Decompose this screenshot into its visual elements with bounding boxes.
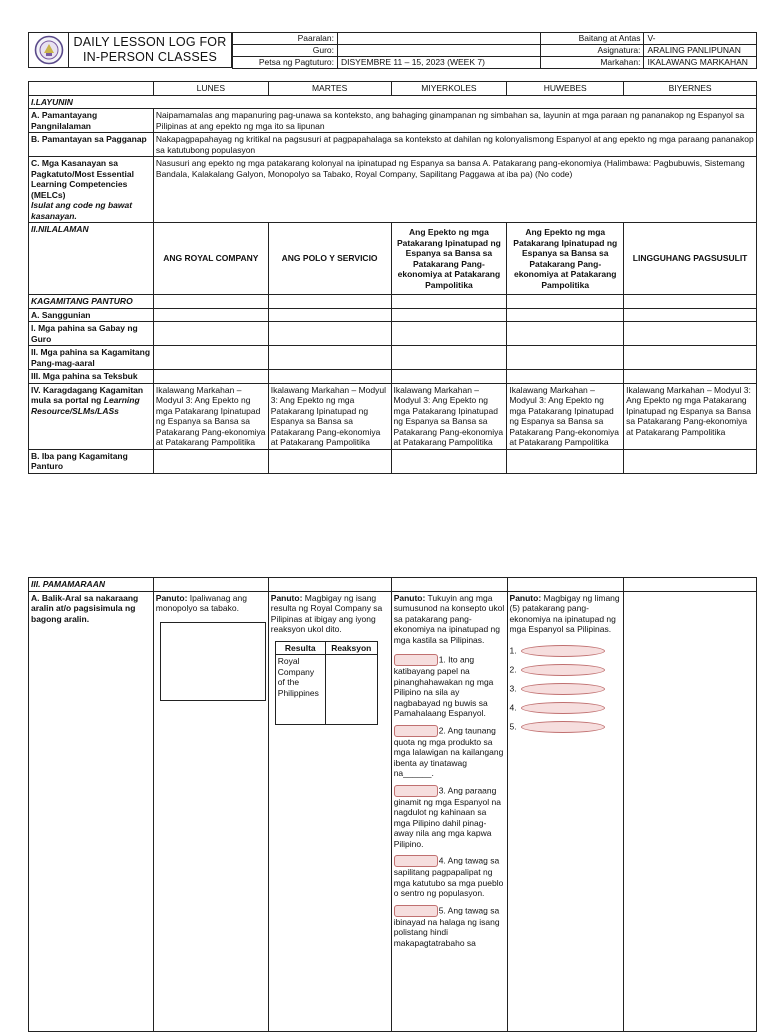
- question-item: [394, 654, 505, 719]
- petsa-label: Petsa ng Pagtuturo:: [233, 57, 338, 69]
- deped-seal-logo: [28, 32, 68, 68]
- item-number: 5.: [509, 720, 517, 731]
- modyul-cell: Ikalawang Markahan – Modyul 3: Ang Epekto ng mga Patakarang Ipinatupad ng Espanya sa Bansa sa Patakarang Pang-ekonomiya at Patakarang Pampolitika: [624, 383, 757, 449]
- row-label: B. Iba pang Kagamitang Panturo: [29, 449, 154, 473]
- panuto-label: Panuto:: [155, 592, 188, 603]
- empty-cell: [153, 370, 268, 384]
- empty-cell: [391, 449, 507, 473]
- nilalaman-row: [29, 223, 757, 295]
- sanggunian-row: [29, 308, 757, 322]
- question-text: 4. Ang tawag sa sapilitang pagpapalipat ng mga katutubo sa mga pueblo o sentro ng populasyon.: [393, 855, 504, 898]
- kagamitan-mag-aaral-row: [29, 346, 757, 370]
- answer-oval[interactable]: [521, 645, 605, 657]
- section-heading: I.LAYUNIN: [29, 95, 757, 109]
- karagdagang-kagamitan-row: [29, 383, 757, 449]
- day-header: MIYERKOLES: [391, 82, 507, 96]
- lesson-log-header: [28, 32, 757, 68]
- panuto-text: Ipaliwanag ang monopolyo sa tabako.: [155, 592, 247, 613]
- answer-blank[interactable]: [394, 785, 438, 797]
- section-heading: KAGAMITANG PANTURO: [29, 295, 154, 309]
- document-title: [68, 32, 232, 68]
- biyernes-activity-cell: [624, 591, 757, 1031]
- empty-cell: [153, 308, 268, 322]
- empty-cell: [391, 322, 507, 346]
- empty-cell: [507, 295, 624, 309]
- row-label: [29, 383, 154, 449]
- balik-aral-row: [29, 591, 757, 1031]
- empty-cell: [624, 295, 757, 309]
- lunes-activity-cell: [153, 591, 268, 1031]
- empty-cell: [391, 295, 507, 309]
- markahan-value: IKALAWANG MARKAHAN: [644, 57, 757, 69]
- empty-cell: [507, 578, 624, 592]
- paaralan-label: Paaralan:: [233, 33, 338, 45]
- miyerkoles-activity-cell: [391, 591, 507, 1031]
- row-label: III. Mga pahina sa Teksbuk: [29, 370, 154, 384]
- modyul-cell: Ikalawang Markahan – Modyul 3: Ang Epekto ng mga Patakarang Ipinatupad ng Espanya sa Bansa sa Patakarang Pang-ekonomiya at Patakarang Pampolitika: [153, 383, 268, 449]
- baitang-label: Baitang at Antas: [541, 33, 644, 45]
- day-header: LUNES: [153, 82, 268, 96]
- empty-cell: [624, 346, 757, 370]
- answer-item: [510, 702, 622, 714]
- pamamaraan-table: [28, 577, 757, 1032]
- row-label: [29, 157, 154, 223]
- guro-value: [338, 45, 541, 57]
- answer-blank[interactable]: [394, 905, 438, 917]
- melc-row: [29, 157, 757, 223]
- karagdagang-label: IV. Karagdagang Kagamitan mula sa portal ng: [31, 384, 144, 405]
- empty-cell: [624, 449, 757, 473]
- empty-cell: [624, 308, 757, 322]
- question-text: 3. Ang paraang ginamit ng mga Espanyol na nagdulot ng kahinaan sa mga Pilipino dahil pinag-away nila ang mga kapwa Pilipino.: [393, 784, 501, 849]
- modyul-cell: Ikalawang Markahan – Modyul 3: Ang Epekto ng mga Patakarang Ipinatupad ng Espanya sa Bansa sa Patakarang Pang-ekonomiya at Patakarang Pampolitika: [507, 383, 624, 449]
- panuto-label: Panuto:: [270, 592, 303, 603]
- huwebes-activity-cell: [507, 591, 624, 1031]
- empty-cell: [624, 370, 757, 384]
- row-text: Nakapagpapahayag ng kritikal na pagsusuri at pagpapahalaga sa konteksto at dahilan ng kolonyalismong Espanyol at ang epekto ng mga paraang pananakop sa katutubong populasyon: [153, 133, 756, 157]
- pamantayang-pangnilalaman-row: [29, 109, 757, 133]
- empty-cell: [268, 322, 391, 346]
- row-label: A. Sanggunian: [29, 308, 154, 322]
- empty-cell: [507, 308, 624, 322]
- empty-cell: [153, 322, 268, 346]
- empty-cell: [624, 578, 757, 592]
- item-number: 3.: [509, 682, 517, 693]
- section-heading: II.NILALAMAN: [29, 223, 154, 295]
- empty-cell: [391, 346, 507, 370]
- markahan-label: Markahan:: [541, 57, 644, 69]
- item-number: 1.: [509, 644, 517, 655]
- answer-item: [510, 664, 622, 676]
- answer-oval[interactable]: [521, 721, 605, 733]
- answer-blank[interactable]: [394, 654, 438, 666]
- corner-cell: [29, 82, 154, 96]
- empty-cell: [391, 578, 507, 592]
- melc-label: C. Mga Kasanayan sa Pagkatuto/Most Essential Learning Competencies (MELCs): [31, 158, 134, 200]
- day-header-row: [29, 82, 757, 96]
- topic-cell: Ang Epekto ng mga Patakarang Ipinatupad ng Espanya sa Bansa sa Patakarang Pang-ekonomiya at Patakarang Pampolitika: [391, 223, 507, 295]
- empty-cell: [507, 346, 624, 370]
- modyul-cell: Ikalawang Markahan – Modyul 3: Ang Epekto ng mga Patakarang Ipinatupad ng Espanya sa Bansa sa Patakarang Pang-ekonomiya at Patakarang Pampolitika: [268, 383, 391, 449]
- answer-blank[interactable]: [394, 725, 438, 737]
- section-heading: III. PAMAMARAAN: [29, 578, 154, 592]
- title-line-1: DAILY LESSON LOG FOR: [73, 35, 227, 49]
- day-header: HUWEBES: [507, 82, 624, 96]
- karagdagang-label-italic: Learning Resource/SLMs/LASs: [31, 395, 140, 416]
- resulta-reaksyon-table: [275, 641, 378, 726]
- answer-blank[interactable]: [394, 855, 438, 867]
- empty-cell: [507, 449, 624, 473]
- panuto-label: Panuto:: [393, 592, 426, 603]
- panuto-text: Tukuyin ang mga sumusunod na konsepto ukol sa patakarang pang-ekonomiya na ipinatupad ng mga kastila sa Pilipinas.: [393, 592, 505, 645]
- question-text: 2. Ang taunang quota ng mga produkto sa mga lalawigan na kailangang ibenta ay tinatawag na______.: [393, 724, 504, 778]
- empty-cell: [268, 578, 391, 592]
- empty-cell: [268, 346, 391, 370]
- header-info-right: [540, 32, 757, 69]
- empty-cell: [507, 370, 624, 384]
- topic-cell: Ang Epekto ng mga Patakarang Ipinatupad ng Espanya sa Bansa sa Patakarang Pang-ekonomiya at Patakarang Pampolitika: [507, 223, 624, 295]
- panuto-text: Magbigay ng isang resulta ng Royal Company sa Pilipinas at ibigay ang iyong reaksyon ukol dito.: [270, 592, 383, 634]
- empty-cell: [507, 322, 624, 346]
- question-item: [394, 905, 505, 949]
- empty-cell: [391, 370, 507, 384]
- empty-cell: [268, 295, 391, 309]
- empty-cell: [391, 308, 507, 322]
- item-number: 2.: [509, 663, 517, 674]
- guro-label: Guro:: [233, 45, 338, 57]
- resulta-header: Resulta: [275, 641, 325, 655]
- question-item: [394, 855, 505, 899]
- row-label: B. Pamantayan sa Pagganap: [29, 133, 154, 157]
- answer-oval[interactable]: [521, 664, 605, 676]
- row-label: I. Mga pahina sa Gabay ng Guro: [29, 322, 154, 346]
- answer-item: [510, 645, 622, 657]
- empty-cell: [624, 322, 757, 346]
- pamantayan-pagganap-row: [29, 133, 757, 157]
- answer-item: [510, 721, 622, 733]
- row-label: A. Pamantayang Pangnilalaman: [29, 109, 154, 133]
- question-item: [394, 725, 505, 779]
- reaksyon-cell[interactable]: [325, 655, 377, 725]
- paaralan-value: [338, 33, 541, 45]
- empty-cell: [153, 449, 268, 473]
- empty-cell: [268, 308, 391, 322]
- day-header: MARTES: [268, 82, 391, 96]
- topic-cell: ANG POLO Y SERVICIO: [268, 223, 391, 295]
- empty-cell: [153, 578, 268, 592]
- question-text: 5. Ang tawag sa ibinayad na halaga ng isang polistang hindi makapagtatrabaho sa: [393, 904, 500, 948]
- empty-cell: [268, 449, 391, 473]
- panuto-text: Magbigay ng limang (5) patakarang pang-ekonomiya na ipinatupad ng mga Espanyol sa Pilipinas.: [509, 592, 620, 634]
- row-text: Nasusuri ang epekto ng mga patakarang kolonyal na ipinatupad ng Espanya sa bansa A. Patakarang pang-ekonomiya (Halimbawa: Pagbubuwis, Sistemang Bandala, Kalakalang Galyon, Monopolyo sa Tabako, Royal Company, Sapilitang Paggawa at iba pa) (No code): [153, 157, 756, 223]
- martes-activity-cell: [268, 591, 391, 1031]
- topic-cell: ANG ROYAL COMPANY: [153, 223, 268, 295]
- answer-list: [510, 645, 622, 733]
- question-item: [394, 785, 505, 850]
- pamamaraan-heading-row: [29, 578, 757, 592]
- title-line-2: IN-PERSON CLASSES: [83, 50, 217, 64]
- asignatura-value: ARALING PANLIPUNAN: [644, 45, 757, 57]
- answer-box[interactable]: [160, 622, 266, 701]
- teksbuk-row: [29, 370, 757, 384]
- asignatura-label: Asignatura:: [541, 45, 644, 57]
- empty-cell: [153, 346, 268, 370]
- lesson-log-table: [28, 81, 757, 474]
- modyul-cell: Ikalawang Markahan – Modyul 3: Ang Epekto ng mga Patakarang Ipinatupad ng Espanya sa Bansa sa Patakarang Pang-ekonomiya at Patakarang Pampolitika: [391, 383, 507, 449]
- row-text: Naipamamalas ang mapanuring pag-unawa sa konteksto, ang bahaging ginampanan ng simbahan sa, layunin at mga paraan ng pananakop ng Espanyol sa Pilipinas at ang epekto ng mga ito sa lipunan: [153, 109, 756, 133]
- topic-cell: LINGGUHANG PAGSUSULIT: [624, 223, 757, 295]
- melc-note: Isulat ang code ng bawat kasanayan.: [31, 200, 133, 221]
- header-info-left: [232, 32, 541, 69]
- answer-oval[interactable]: [521, 702, 605, 714]
- empty-cell: [268, 370, 391, 384]
- resulta-cell: Royal Company of the Philippines: [275, 655, 325, 725]
- gabay-guro-row: [29, 322, 757, 346]
- kagamitan-heading-row: [29, 295, 757, 309]
- baitang-value: V-: [644, 33, 757, 45]
- answer-item: [510, 683, 622, 695]
- iba-pang-kagamitan-row: [29, 449, 757, 473]
- item-number: 4.: [509, 701, 517, 712]
- row-label: II. Mga pahina sa Kagamitang Pang-mag-aaral: [29, 346, 154, 370]
- layunin-heading-row: [29, 95, 757, 109]
- question-text: 1. Ito ang katibayang papel na pinanghahawakan ng mga Pilipino na sila ay nagbabayad ng buwis sa Pamahalaang Espanyol.: [393, 654, 494, 718]
- day-header: BIYERNES: [624, 82, 757, 96]
- reaksyon-header: Reaksyon: [325, 641, 377, 655]
- answer-oval[interactable]: [521, 683, 605, 695]
- empty-cell: [153, 295, 268, 309]
- panuto-label: Panuto:: [509, 592, 542, 603]
- petsa-value: DISYEMBRE 11 – 15, 2023 (WEEK 7): [338, 57, 541, 69]
- row-label: A. Balik-Aral sa nakaraang aralin at/o pagsisimula ng bagong aralin.: [29, 591, 154, 1031]
